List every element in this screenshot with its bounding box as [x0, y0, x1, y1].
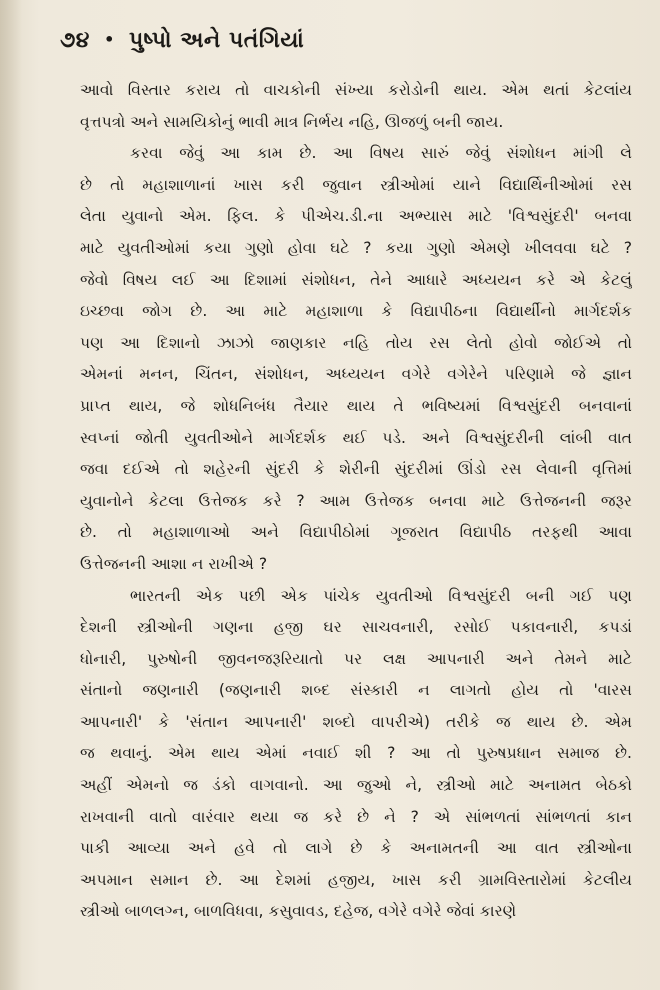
- book-title: પુષ્પો અને પતંગિયાં: [129, 28, 305, 53]
- body-text: [80, 75, 632, 928]
- text-line: સ્વપ્નાં જોતી યુવતીઓને માર્ગદર્શક થઈ પડે. અને વિશ્વસુંદરીની લાંબી વાત: [80, 428, 632, 447]
- running-header: [60, 28, 304, 53]
- text-line: આપનારી' કે 'સંતાન આપનારી' શબ્દો વાપરીએ) તરીકે જ થાય છે. એમ: [80, 712, 632, 731]
- text-line: ભારતની એક પછી એક પાંચેક યુવતીઓ વિશ્વસુંદરી બની ગઈ પણ: [130, 586, 632, 605]
- paragraph: [80, 581, 632, 929]
- text-line: લેતા યુવાનો એમ. ફિલ. કે પીએચ.ડી.ના અભ્યાસ માટે 'વિશ્વસુંદરી' બનવા: [80, 207, 632, 226]
- text-line: પ્રાપ્ત થાય, જે શોધનિબંધ તૈયાર થાય તે ભવિષ્યમાં વિશ્વસુંદરી બનવાનાં: [80, 396, 632, 415]
- paragraph: [80, 75, 632, 138]
- text-line: સ્ત્રીઓ બાળલગ્ન, બાળવિધવા, કસુવાવડ, દહેજ, વગેરે વગેરે જેવાં કારણે: [80, 902, 517, 921]
- text-line: દેશની સ્ત્રીઓની ગણના હજી ઘર સાચવનારી, રસોઈ પકાવનારી, કપડાં: [80, 618, 632, 637]
- text-line: આવો વિસ્તાર કરાય તો વાચકોની સંખ્યા કરોડોની થાય. એમ થતાં કેટલાંય: [80, 81, 632, 99]
- page-number: ૭૪: [60, 28, 90, 53]
- text-line: જ થવાનું. એમ થાય એમાં નવાઈ શી ? આ તો પુરુષપ્રધાન સમાજ છે.: [80, 744, 632, 763]
- text-line: ઉત્તેજનની આશા ન રાખીએ ?: [80, 554, 268, 573]
- text-line: યુવાનોને કેટલા ઉત્તેજક કરે ? આમ ઉત્તેજક બનવા માટે ઉત્તેજનની જરૂર: [80, 491, 632, 510]
- text-line: અહીં એમનો જ ડંકો વાગવાનો. આ જુઓ ને, સ્ત્રીઓ માટે અનામત બેઠકો: [80, 776, 632, 795]
- paragraph: [80, 138, 632, 580]
- text-line: સંતાનો જણનારી (જણનારી શબ્દ સંસ્કારી ન લાગતો હોય તો 'વારસ: [80, 681, 632, 700]
- text-line: જેવો વિષય લઈ આ દિશામાં સંશોધન, તેને આધારે અધ્યયન કરે એ કેટલું: [80, 270, 632, 289]
- page-gutter-shadow: [0, 0, 22, 990]
- bullet-separator: •: [104, 30, 115, 49]
- text-line: છે તો મહાશાળાનાં ખાસ કરી જુવાન સ્ત્રીઓમાં યાને વિદ્યાર્થિનીઓમાં રસ: [80, 175, 632, 194]
- text-line: કરવા જેવું આ કામ છે. આ વિષય સારું જેવું સંશોધન માંગી લે: [130, 144, 632, 163]
- text-line: જવા દઈએ તો શહેરની સુંદરી કે શેરીની સુંદરીમાં ઊંડો રસ લેવાની વૃત્તિમાં: [80, 460, 632, 479]
- text-line: વૃત્તપત્રો અને સામયિકોનું ભાવી માત્ર નિર્ભય નહિ, ઊજળું બની જાય.: [80, 112, 504, 131]
- text-line: પાકી આવ્યા અને હવે તો લાગે છે કે અનામતની આ વાત સ્ત્રીઓના: [80, 839, 632, 858]
- text-line: રાખવાની વાતો વારંવાર થયા જ કરે છે ને ? એ સાંભળતાં સાંભળતાં કાન: [80, 807, 632, 826]
- text-line: પણ આ દિશાનો ઝાઝો જાણકાર નહિ તોય રસ લેતો હોવો જોઈએ તો: [80, 333, 632, 352]
- text-line: માટે યુવતીઓમાં કયા ગુણો હોવા ઘટે ? કયા ગુણો એમણે ખીલવવા ઘટે ?: [80, 238, 632, 257]
- text-line: એમનાં મનન, ચિંતન, સંશોધન, અધ્યયન વગેરે વગેરેને પરિણામે જે જ્ઞાન: [80, 365, 632, 384]
- text-line: ધોનારી, પુરુષોની જીવનજરૂરિયાતો પર લક્ષ આપનારી અને તેમને માટે: [80, 649, 632, 668]
- text-line: ઇચ્છવા જોગ છે. આ માટે મહાશાળા કે વિદ્યાપીઠના વિદ્યાર્થીનો માર્ગદર્શક: [80, 302, 632, 321]
- text-line: છે. તો મહાશાળાઓ અને વિદ્યાપીઠોમાં ગૂજરાત વિદ્યાપીઠ તરફથી આવા: [80, 523, 632, 542]
- text-line: અપમાન સમાન છે. આ દેશમાં હજીય, ખાસ કરી ગ્રામવિસ્તારોમાં કેટલીય: [80, 870, 632, 889]
